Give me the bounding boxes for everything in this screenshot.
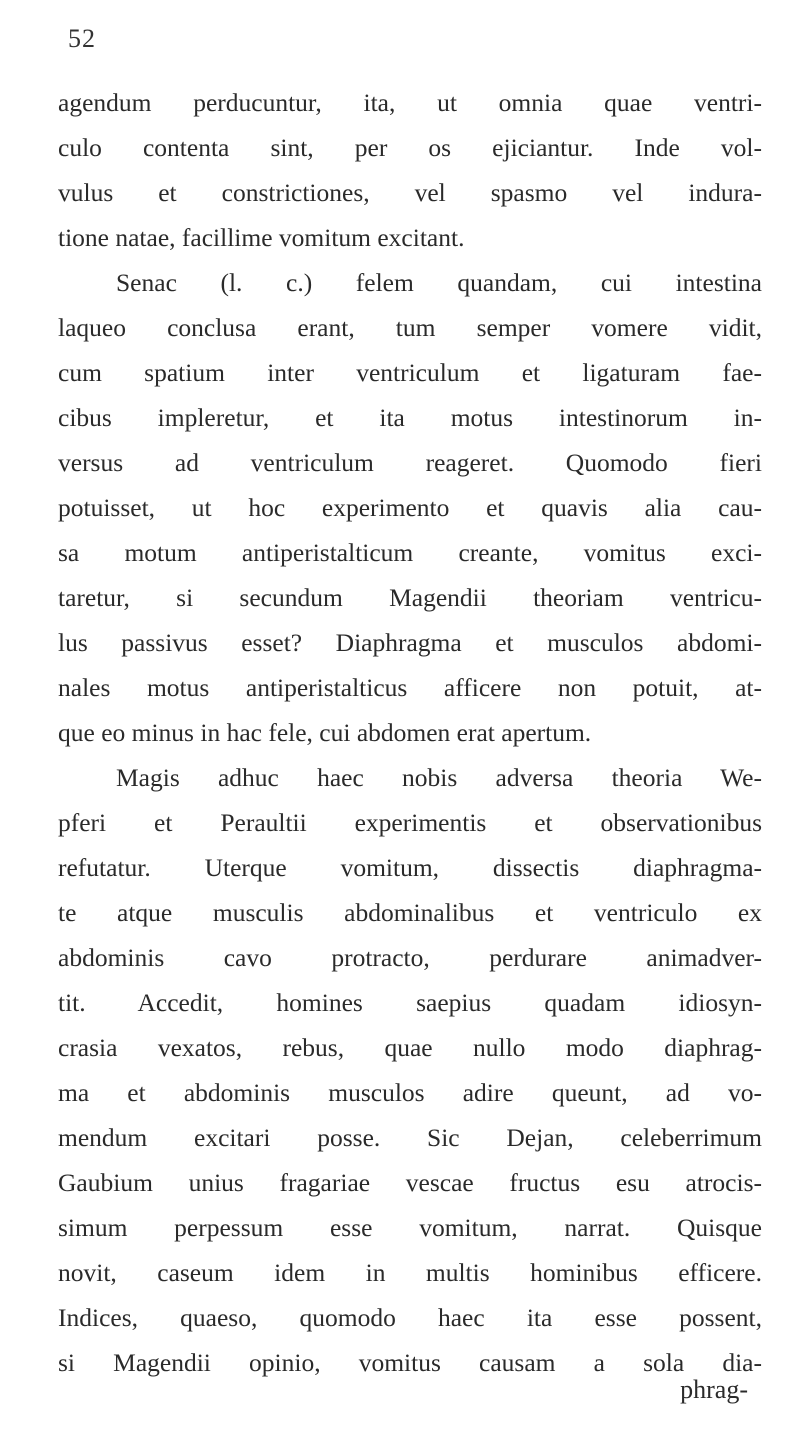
- text-line: sa motum antiperistalticum creante, vomitus exci-: [58, 538, 762, 567]
- text-line: laqueo conclusa erant, tum semper vomere vidit,: [58, 313, 762, 342]
- text-line: versus ad ventriculum reageret. Quomodo fieri: [58, 448, 762, 477]
- text-line: tit. Accedit, homines saepius quadam idiosyn-: [58, 988, 762, 1017]
- text-line: culo contenta sint, per os ejiciantur. Inde vol-: [58, 133, 762, 162]
- text-line: si Magendii opinio, vomitus causam a sola dia-: [58, 1348, 762, 1377]
- paragraph-start: Senac (l. c.) felem quandam, cui intestina: [116, 268, 762, 297]
- page-number: 52: [68, 24, 96, 53]
- text-line: que eo minus in hac fele, cui abdomen erat apertum.: [58, 718, 592, 747]
- text-line: cum spatium inter ventriculum et ligaturam fae-: [58, 358, 762, 387]
- text-line: Indices, quaeso, quomodo haec ita esse possent,: [58, 1303, 762, 1332]
- text-line: vulus et constrictiones, vel spasmo vel indura-: [58, 178, 762, 207]
- text-line: crasia vexatos, rebus, quae nullo modo diaphrag-: [58, 1033, 762, 1062]
- paragraph-start: Magis adhuc haec nobis adversa theoria We-: [116, 763, 762, 792]
- text-line: cibus impleretur, et ita motus intestinorum in-: [58, 403, 762, 432]
- text-line: potuisset, ut hoc experimento et quavis alia cau-: [58, 493, 762, 522]
- text-line: abdominis cavo protracto, perdurare animadver-: [58, 943, 762, 972]
- text-line: Gaubium unius fragariae vescae fructus esu atrocis-: [58, 1168, 762, 1197]
- text-line: lus passivus esset? Diaphragma et musculos abdomi-: [58, 628, 762, 657]
- text-line: pferi et Peraultii experimentis et observationibus: [58, 808, 762, 837]
- text-line: refutatur. Uterque vomitum, dissectis diaphragma-: [58, 853, 762, 882]
- catchword: phrag-: [680, 1375, 748, 1404]
- text-line: mendum excitari posse. Sic Dejan, celeberrimum: [58, 1123, 762, 1152]
- text-line: novit, caseum idem in multis hominibus efficere.: [58, 1258, 762, 1287]
- text-line: nales motus antiperistalticus afficere non potuit, at-: [58, 673, 762, 702]
- text-line: tione natae, facillime vomitum excitant.: [58, 223, 465, 252]
- text-line: ma et abdominis musculos adire queunt, ad vo-: [58, 1078, 762, 1107]
- text-line: agendum perducuntur, ita, ut omnia quae ventri-: [58, 88, 762, 117]
- text-line: simum perpessum esse vomitum, narrat. Quisque: [58, 1213, 762, 1242]
- text-line: te atque musculis abdominalibus et ventriculo ex: [58, 898, 762, 927]
- text-line: taretur, si secundum Magendii theoriam ventricu-: [58, 583, 762, 612]
